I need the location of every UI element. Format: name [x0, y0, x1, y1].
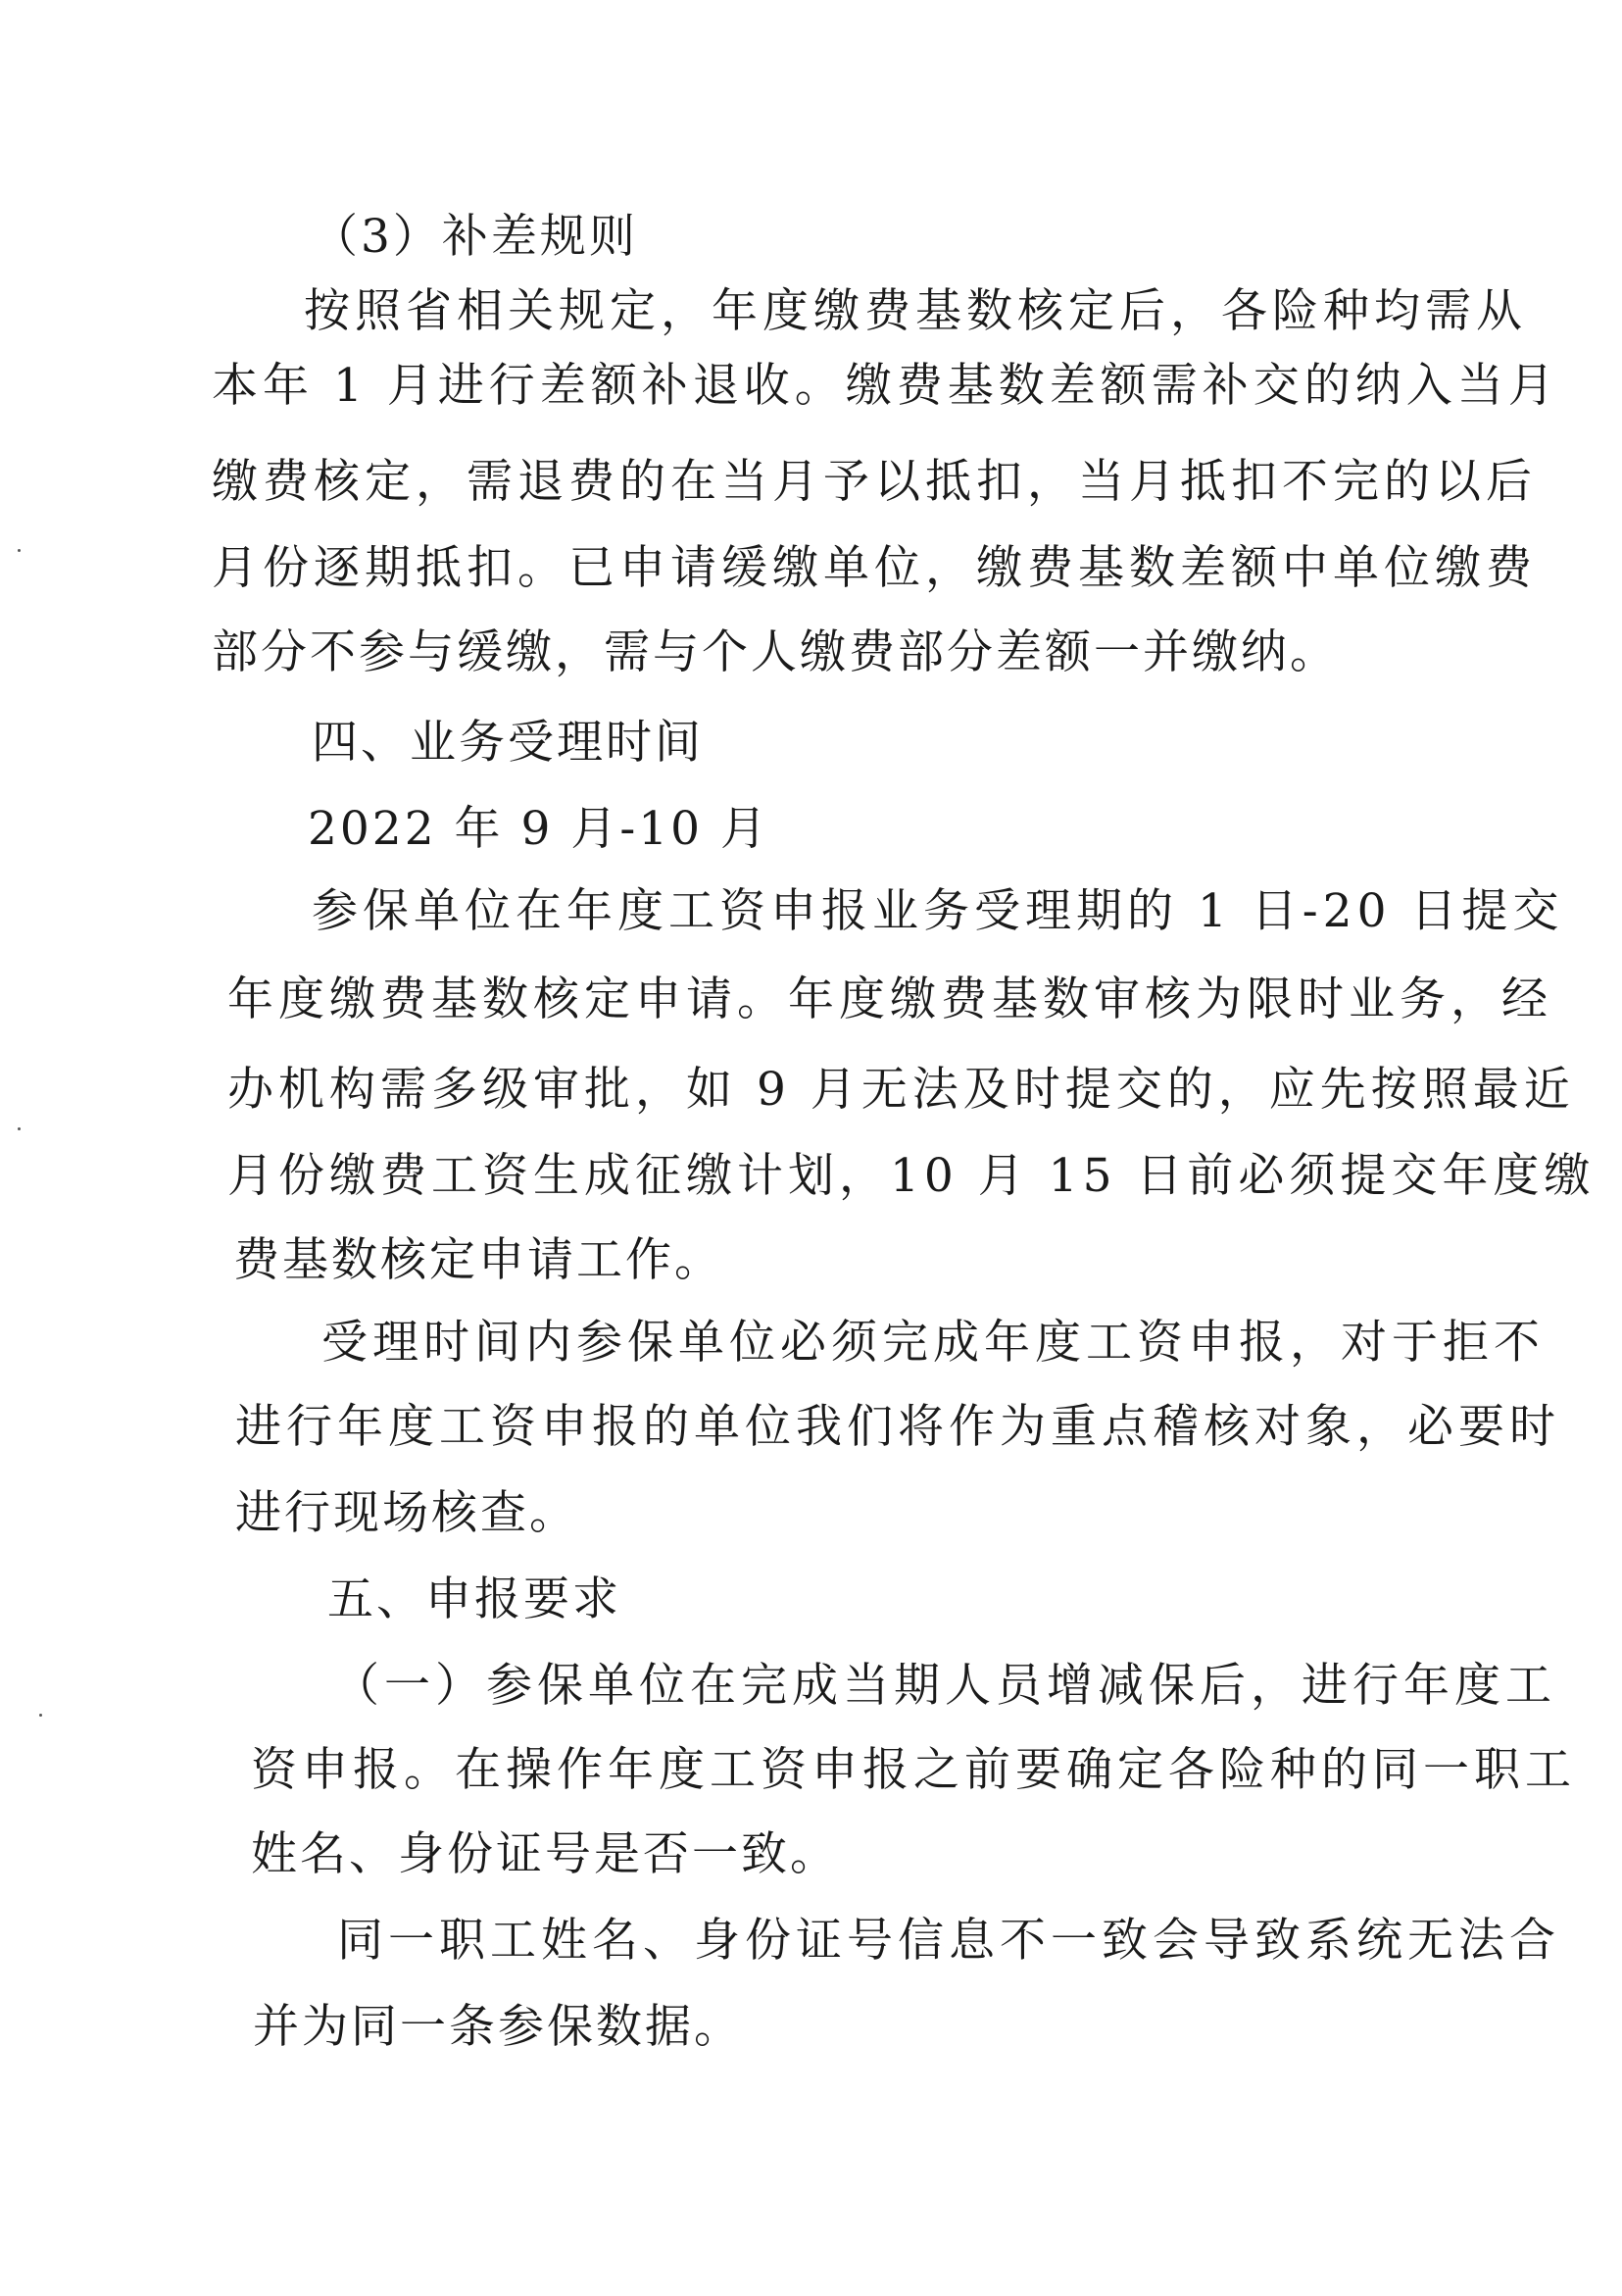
paragraph-line: 年度缴费基数核定申请。年度缴费基数审核为限时业务，经 [227, 973, 1552, 1026]
section-heading: 五、申报要求 [327, 1572, 621, 1626]
paragraph-line: （3）补差规则 [312, 210, 638, 264]
paragraph-line: 资申报。在操作年度工资申报之前要确定各险种的同一职工 [251, 1743, 1576, 1797]
paragraph-line: 姓名、身份证号是否一致。 [251, 1827, 839, 1881]
paragraph-line: 受理时间内参保单位必须完成年度工资申报，对于拒不 [321, 1316, 1545, 1370]
section-heading: 四、业务受理时间 [312, 716, 704, 770]
paragraph-line: 参保单位在年度工资申报业务受理期的 1 日-20 日提交 [312, 884, 1564, 938]
paragraph-line: 办机构需多级审批，如 9 月无法及时提交的，应先按照最近 [227, 1063, 1575, 1117]
scan-mark [18, 549, 21, 552]
paragraph-line: （一）参保单位在完成当期人员增减保后，进行年度工 [333, 1659, 1556, 1713]
paragraph-line: 进行年度工资申报的单位我们将作为重点稽核对象，必要时 [235, 1400, 1560, 1454]
paragraph-line: 费基数核定申请工作。 [233, 1233, 723, 1287]
paragraph-line: 同一职工姓名、身份证号信息不一致会导致系统无法合 [337, 1914, 1560, 1968]
scan-mark [18, 1127, 21, 1130]
paragraph-line: 进行现场核查。 [235, 1486, 578, 1540]
paragraph-line: 本年 1 月进行差额补退收。缴费基数差额需补交的纳入当月 [212, 359, 1559, 413]
paragraph-line: 月份逐期抵扣。已申请缓缴单位，缴费基数差额中单位缴费 [212, 541, 1537, 595]
scan-mark [39, 1714, 42, 1717]
paragraph-line: 按照省相关规定，年度缴费基数核定后，各险种均需从 [304, 284, 1527, 338]
paragraph-line: 2022 年 9 月-10 月 [308, 802, 769, 856]
paragraph-line: 缴费核定，需退费的在当月予以抵扣，当月抵扣不完的以后 [212, 455, 1537, 509]
paragraph-line: 并为同一条参保数据。 [253, 2000, 743, 2054]
paragraph-line: 月份缴费工资生成征缴计划，10 月 15 日前必须提交年度缴 [227, 1149, 1596, 1203]
paragraph-line: 部分不参与缓缴，需与个人缴费部分差额一并缴纳。 [212, 625, 1339, 679]
